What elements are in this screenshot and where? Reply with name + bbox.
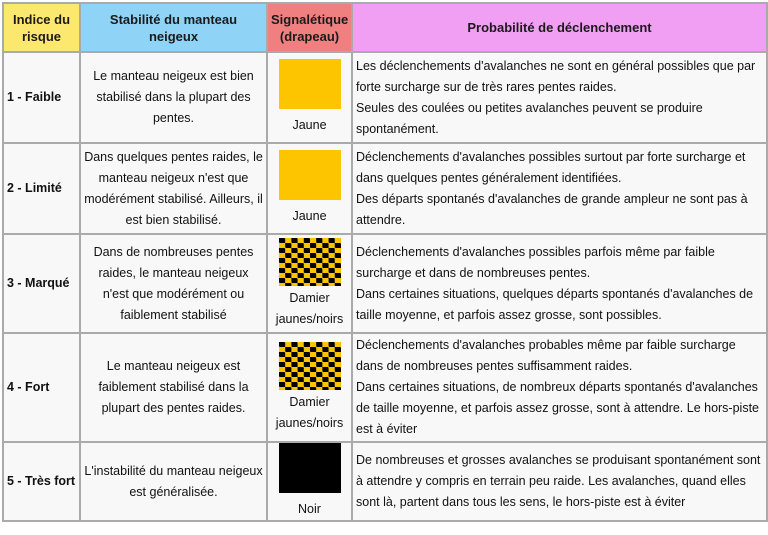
probability-line: De nombreuses et grosses avalanches se produisant spontanément sont à attendre y compris en terrain peu raide. Les avalanches, quand elles sont là, partent dans tous les sens, le hors-piste est à éviter — [356, 453, 761, 509]
table-row — [4, 235, 766, 332]
probability-line: Dans certaines situations, de nombreux départs spontanés d'avalanches de taille moyenne, et parfois assez grosse, sont à attendre. Le hors-piste est à éviter — [356, 380, 760, 436]
flag-label: Noir — [298, 502, 321, 516]
flag-cell — [268, 53, 351, 142]
probability-line: Dans certaines situations, quelques départs spontanés d'avalanches de taille moyenne, et parfois assez grosse, sont possibles. — [356, 286, 754, 322]
stability-text: Dans de nombreuses pentes raides, le manteau neigeux n'est que modérément ou faiblement stabilisé — [81, 235, 266, 332]
yellow-flag-icon — [279, 150, 341, 200]
header-snowpack-stability: Stabilité du manteau neigeux — [81, 4, 266, 51]
flag-cell — [268, 334, 351, 441]
header-flag: Signalétique (drapeau) — [268, 4, 351, 51]
checkered-flag-icon — [279, 238, 341, 286]
probability-text — [353, 53, 766, 142]
probability-line: Les déclenchements d'avalanches ne sont en général possibles que par forte surcharge sur de très rares pentes raides. — [356, 58, 756, 94]
header-trigger-probability: Probabilité de déclenchement — [353, 4, 766, 51]
table-row — [4, 144, 766, 233]
checkered-flag-icon — [279, 342, 341, 390]
stability-text: Le manteau neigeux est faiblement stabilisé dans la plupart des pentes raides. — [81, 334, 266, 441]
flag-cell — [268, 235, 351, 332]
stability-text: L'instabilité du manteau neigeux est généralisée. — [81, 443, 266, 520]
probability-line: Seules des coulées ou petites avalanches peuvent se produire spontanément. — [356, 100, 703, 136]
avalanche-risk-table — [2, 2, 768, 522]
probability-line: Des départs spontanés d'avalanches de grande ampleur ne sont pas à attendre. — [356, 191, 748, 227]
header-row — [4, 4, 766, 51]
risk-level: 5 - Très fort — [4, 443, 79, 520]
flag-label: Jaune — [292, 209, 327, 223]
yellow-flag-icon — [279, 59, 341, 109]
probability-text — [353, 235, 766, 332]
table-row — [4, 334, 766, 441]
flag-cell — [268, 144, 351, 233]
stability-text: Dans quelques pentes raides, le manteau neigeux n'est que modérément stabilisé. Ailleurs, il est bien stabilisé. — [81, 144, 266, 233]
risk-level: 2 - Limité — [4, 144, 79, 233]
stability-text: Le manteau neigeux est bien stabilisé dans la plupart des pentes. — [81, 53, 266, 142]
flag-label: Damier jaunes/noirs — [275, 394, 344, 430]
black-flag-icon — [279, 443, 341, 493]
table-row — [4, 443, 766, 520]
probability-text — [353, 334, 766, 441]
probability-text — [353, 144, 766, 233]
risk-level: 3 - Marqué — [4, 235, 79, 332]
flag-label: Jaune — [292, 118, 327, 132]
flag-cell — [268, 443, 351, 520]
probability-text — [353, 443, 766, 520]
header-risk-index: Indice du risque — [4, 4, 79, 51]
table-row — [4, 53, 766, 142]
probability-line: Déclenchements d'avalanches possibles parfois même par faible surcharge et dans de nombreuses pentes. — [356, 244, 715, 280]
probability-line: Déclenchements d'avalanches probables même par faible surcharge dans de nombreuses pentes suffisamment raides. — [356, 338, 736, 373]
risk-level: 4 - Fort — [4, 334, 79, 441]
probability-line: Déclenchements d'avalanches possibles surtout par forte surcharge et dans quelques pentes généralement identifiées. — [356, 149, 746, 185]
risk-level: 1 - Faible — [4, 53, 79, 142]
flag-label: Damier jaunes/noirs — [275, 290, 344, 326]
